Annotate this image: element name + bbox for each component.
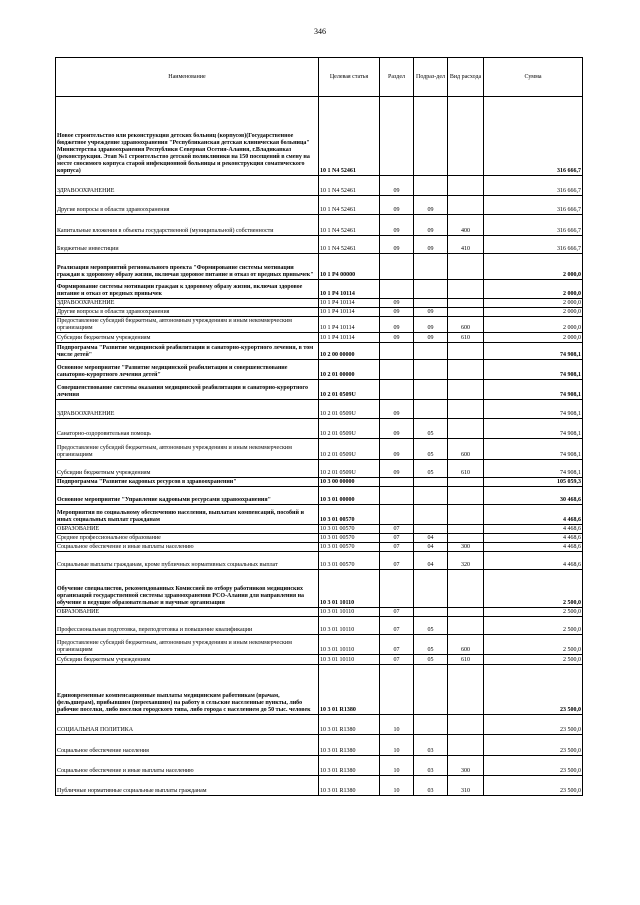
row-kind: 400 <box>448 215 484 236</box>
row-sum: 74 908,1 <box>484 460 583 478</box>
row-code: 10 3 01 00570 <box>319 505 380 525</box>
row-section: 09 <box>380 333 414 343</box>
row-kind: 600 <box>448 317 484 333</box>
table-row <box>56 776 583 796</box>
table-row <box>56 478 583 487</box>
table-row <box>56 196 583 215</box>
row-section <box>380 505 414 525</box>
row-subsection: 05 <box>414 419 448 439</box>
row-section: 09 <box>380 308 414 317</box>
row-code: 10 2 01 0509U <box>319 460 380 478</box>
table-row <box>56 756 583 776</box>
page-number: 346 <box>314 27 326 36</box>
table-row <box>56 534 583 543</box>
row-code: 10 2 01 0509U <box>319 439 380 460</box>
row-kind <box>448 196 484 215</box>
row-subsection <box>414 280 448 299</box>
row-kind <box>448 280 484 299</box>
row-name: Социальное обеспечение и иные выплаты населению <box>56 543 319 552</box>
row-section <box>380 97 414 176</box>
header-name: Наименование <box>56 58 319 97</box>
row-name: ЗДРАВООХРАНЕНИЕ <box>56 176 319 196</box>
row-code: 10 1 P4 00000 <box>319 254 380 280</box>
row-kind <box>448 299 484 308</box>
table-row <box>56 735 583 756</box>
row-subsection <box>414 487 448 505</box>
row-code: 10 3 01 R1380 <box>319 756 380 776</box>
row-name: Мероприятия по социальному обеспечению населения, выплатам компенсаций, пособий и иных социальных выплат гражданам <box>56 505 319 525</box>
row-code: 10 3 01 R1380 <box>319 715 380 735</box>
row-name: Основное мероприятие "Развитие медицинской реабилитации и совершенствование санаторно-курортного лечения детей" <box>56 360 319 380</box>
table-row <box>56 236 583 254</box>
row-code: 10 1 N4 52461 <box>319 176 380 196</box>
row-subsection <box>414 254 448 280</box>
row-kind: 320 <box>448 552 484 570</box>
row-code: 10 3 01 10110 <box>319 635 380 655</box>
row-kind <box>448 525 484 534</box>
row-code: 10 3 01 00570 <box>319 543 380 552</box>
row-subsection: 05 <box>414 617 448 635</box>
row-subsection <box>414 176 448 196</box>
row-code: 10 3 01 10110 <box>319 608 380 617</box>
table-row <box>56 254 583 280</box>
row-subsection: 09 <box>414 215 448 236</box>
header-subsection: Подраз-дел <box>414 58 448 97</box>
row-section: 09 <box>380 299 414 308</box>
row-name: Подпрограмма "Развитие медицинской реабилитации и санаторно-курортного лечения, в том числе детей" <box>56 343 319 360</box>
row-sum: 74 908,1 <box>484 439 583 460</box>
row-kind <box>448 665 484 715</box>
table-row <box>56 635 583 655</box>
table-row <box>56 665 583 715</box>
row-subsection: 05 <box>414 460 448 478</box>
row-kind <box>448 343 484 360</box>
row-section: 10 <box>380 715 414 735</box>
table-row <box>56 608 583 617</box>
row-section <box>380 570 414 608</box>
row-name: Профессиональная подготовка, переподготовка и повышение квалификации <box>56 617 319 635</box>
row-kind <box>448 608 484 617</box>
row-code: 10 2 01 0509U <box>319 380 380 400</box>
table-row <box>56 505 583 525</box>
header-section: Раздел <box>380 58 414 97</box>
table-row <box>56 419 583 439</box>
row-kind <box>448 487 484 505</box>
row-sum: 2 500,0 <box>484 655 583 665</box>
row-section: 07 <box>380 534 414 543</box>
row-sum: 74 908,1 <box>484 419 583 439</box>
row-code: 10 1 P4 10114 <box>319 299 380 308</box>
table-row <box>56 215 583 236</box>
table-row <box>56 570 583 608</box>
table-row <box>56 655 583 665</box>
row-code: 10 3 01 R1380 <box>319 776 380 796</box>
row-sum: 2 500,0 <box>484 570 583 608</box>
row-kind: 410 <box>448 236 484 254</box>
row-sum: 2 500,0 <box>484 608 583 617</box>
row-code: 10 3 01 R1380 <box>319 735 380 756</box>
row-name: Другие вопросы в области здравоохранения <box>56 196 319 215</box>
row-name: Социальные выплаты гражданам, кроме публичных нормативных социальных выплат <box>56 552 319 570</box>
row-sum: 74 908,1 <box>484 380 583 400</box>
table-row <box>56 400 583 419</box>
row-kind <box>448 254 484 280</box>
row-subsection <box>414 505 448 525</box>
row-sum: 23 500,0 <box>484 665 583 715</box>
table-row <box>56 617 583 635</box>
table-row <box>56 308 583 317</box>
row-sum: 23 500,0 <box>484 715 583 735</box>
row-name: Среднее профессиональное образование <box>56 534 319 543</box>
row-sum: 316 666,7 <box>484 176 583 196</box>
row-kind: 300 <box>448 756 484 776</box>
row-section: 10 <box>380 776 414 796</box>
row-name: Бюджетные инвестиции <box>56 236 319 254</box>
row-name: Публичные нормативные социальные выплаты гражданам <box>56 776 319 796</box>
row-name: Субсидии бюджетным учреждениям <box>56 333 319 343</box>
row-section <box>380 487 414 505</box>
row-kind <box>448 360 484 380</box>
table-row <box>56 552 583 570</box>
row-name: Социальное обеспечение и иные выплаты населению <box>56 756 319 776</box>
table-row <box>56 525 583 534</box>
row-subsection <box>414 608 448 617</box>
table-row <box>56 333 583 343</box>
row-code: 10 3 01 10110 <box>319 570 380 608</box>
row-subsection <box>414 299 448 308</box>
row-section: 09 <box>380 317 414 333</box>
row-subsection <box>414 665 448 715</box>
header-sum: Сумма <box>484 58 583 97</box>
row-sum: 23 500,0 <box>484 735 583 756</box>
row-subsection <box>414 343 448 360</box>
row-name: Новое строительство или реконструкция детских больниц (корпусов)(Государственное бюджетное учреждение здравоохранения "Республиканская детская клиническая больница" Министерства здравоохранения Республики Северная Осетия-Алания, г.Владикавказ (реконструкция. Этап №1 строительство детской поликлиники на 150 посещений в смену на месте сносимого корпуса старой инфекционной больницы и реконструкция соматического корпуса) <box>56 97 319 176</box>
row-subsection: 03 <box>414 756 448 776</box>
row-section: 09 <box>380 215 414 236</box>
row-sum: 23 500,0 <box>484 776 583 796</box>
row-name: Совершенствование системы оказания медицинской реабилитации и санаторно-курортного лечения <box>56 380 319 400</box>
row-kind: 610 <box>448 460 484 478</box>
table-row <box>56 343 583 360</box>
row-section: 10 <box>380 756 414 776</box>
row-section: 09 <box>380 419 414 439</box>
row-code: 10 1 N4 52461 <box>319 196 380 215</box>
row-code: 10 1 N4 52461 <box>319 215 380 236</box>
table-row <box>56 280 583 299</box>
table-row <box>56 380 583 400</box>
row-name: ЗДРАВООХРАНЕНИЕ <box>56 400 319 419</box>
header-code: Целевая статья <box>319 58 380 97</box>
row-kind <box>448 97 484 176</box>
row-section: 07 <box>380 525 414 534</box>
row-sum: 4 468,6 <box>484 525 583 534</box>
header-kind: Вид расхода <box>448 58 484 97</box>
row-sum: 2 000,0 <box>484 299 583 308</box>
row-sum: 74 908,1 <box>484 343 583 360</box>
row-name: Подпрограмма "Развитие кадровых ресурсов в здравоохранении" <box>56 478 319 487</box>
row-code: 10 3 01 00570 <box>319 525 380 534</box>
row-sum: 316 666,7 <box>484 215 583 236</box>
row-name: ОБРАЗОВАНИЕ <box>56 525 319 534</box>
row-name: Единовременные компенсационные выплаты медицинским работникам (врачам, фельдшерам), прибывшим (переехавшим) на работу в сельские населенные пункты, либо рабочие поселки, либо поселки городского типа, либо города с населением до 50 тыс. человек <box>56 665 319 715</box>
row-subsection <box>414 400 448 419</box>
table-row <box>56 543 583 552</box>
row-subsection: 09 <box>414 308 448 317</box>
row-sum: 316 666,7 <box>484 196 583 215</box>
row-sum: 2 000,0 <box>484 280 583 299</box>
row-section: 09 <box>380 439 414 460</box>
row-name: Реализация мероприятий регионального проекта "Формирование системы мотивации граждан к здоровому образу жизни, включая здоровое питание и отказ от вредных привычек" <box>56 254 319 280</box>
row-section: 07 <box>380 617 414 635</box>
row-subsection <box>414 478 448 487</box>
row-kind <box>448 735 484 756</box>
row-subsection: 09 <box>414 196 448 215</box>
row-code: 10 1 N4 52461 <box>319 236 380 254</box>
row-section <box>380 478 414 487</box>
row-kind <box>448 308 484 317</box>
row-subsection <box>414 570 448 608</box>
row-section: 09 <box>380 400 414 419</box>
row-subsection: 04 <box>414 552 448 570</box>
row-subsection <box>414 380 448 400</box>
row-sum: 316 666,7 <box>484 97 583 176</box>
table-row <box>56 460 583 478</box>
row-subsection: 09 <box>414 317 448 333</box>
row-kind <box>448 505 484 525</box>
row-kind: 610 <box>448 333 484 343</box>
row-sum: 4 468,6 <box>484 552 583 570</box>
row-sum: 2 500,0 <box>484 635 583 655</box>
row-code: 10 3 01 00570 <box>319 552 380 570</box>
row-subsection: 03 <box>414 776 448 796</box>
row-section: 07 <box>380 608 414 617</box>
row-sum: 105 059,3 <box>484 478 583 487</box>
table-row <box>56 299 583 308</box>
row-code: 10 3 01 10110 <box>319 655 380 665</box>
row-code: 10 2 00 00000 <box>319 343 380 360</box>
row-kind <box>448 617 484 635</box>
row-name: Предоставление субсидий бюджетным, автономным учреждениям и иным некоммерческим организациям <box>56 317 319 333</box>
table-row <box>56 715 583 735</box>
row-code: 10 1 P4 10114 <box>319 317 380 333</box>
row-subsection: 05 <box>414 635 448 655</box>
row-code: 10 1 P4 10114 <box>319 280 380 299</box>
row-code: 10 1 P4 10114 <box>319 308 380 317</box>
row-subsection: 09 <box>414 333 448 343</box>
budget-table <box>55 57 583 796</box>
row-code: 10 3 01 R1380 <box>319 665 380 715</box>
row-subsection: 04 <box>414 534 448 543</box>
table-row <box>56 176 583 196</box>
table-row <box>56 97 583 176</box>
row-sum: 23 500,0 <box>484 756 583 776</box>
row-section <box>380 380 414 400</box>
row-section: 07 <box>380 543 414 552</box>
row-section: 07 <box>380 655 414 665</box>
row-kind <box>448 419 484 439</box>
row-kind: 310 <box>448 776 484 796</box>
row-name: ЗДРАВООХРАНЕНИЕ <box>56 299 319 308</box>
row-sum: 4 468,6 <box>484 543 583 552</box>
row-code: 10 3 01 00570 <box>319 534 380 543</box>
row-kind <box>448 534 484 543</box>
row-kind <box>448 478 484 487</box>
table-body <box>56 97 583 796</box>
row-sum: 2 000,0 <box>484 317 583 333</box>
row-sum: 30 468,6 <box>484 487 583 505</box>
row-section: 09 <box>380 236 414 254</box>
row-section: 10 <box>380 735 414 756</box>
row-sum: 74 908,1 <box>484 400 583 419</box>
row-kind <box>448 380 484 400</box>
row-name: СОЦИАЛЬНАЯ ПОЛИТИКА <box>56 715 319 735</box>
row-name: Предоставление субсидий бюджетным, автономным учреждениям и иным некоммерческим организациям <box>56 635 319 655</box>
row-sum: 74 908,1 <box>484 360 583 380</box>
row-sum: 2 000,0 <box>484 308 583 317</box>
row-name: Субсидии бюджетным учреждениям <box>56 460 319 478</box>
row-section: 09 <box>380 176 414 196</box>
row-section <box>380 254 414 280</box>
row-subsection: 05 <box>414 655 448 665</box>
row-name: Другие вопросы в области здравоохранения <box>56 308 319 317</box>
table-row <box>56 487 583 505</box>
row-sum: 2 000,0 <box>484 333 583 343</box>
row-section <box>380 280 414 299</box>
row-subsection: 09 <box>414 236 448 254</box>
row-kind: 600 <box>448 439 484 460</box>
row-code: 10 2 01 0509U <box>319 419 380 439</box>
row-section: 09 <box>380 460 414 478</box>
row-code: 10 3 01 10110 <box>319 617 380 635</box>
row-section <box>380 343 414 360</box>
row-name: Предоставление субсидий бюджетным, автономным учреждениям и иным некоммерческим организациям <box>56 439 319 460</box>
row-section: 09 <box>380 196 414 215</box>
row-code: 10 3 01 00000 <box>319 487 380 505</box>
row-subsection: 04 <box>414 543 448 552</box>
row-name: Социальное обеспечение населения <box>56 735 319 756</box>
row-kind: 600 <box>448 635 484 655</box>
row-subsection <box>414 715 448 735</box>
row-name: Обучение специалистов, рекомендованных Комиссией по отбору работников медицинских организаций государственной системы здравоохранения РСО-Алания для направления на обучение в ведущие образовательные и научные организации <box>56 570 319 608</box>
row-kind <box>448 570 484 608</box>
row-name: Капитальные вложения в объекты государственной (муниципальной) собственности <box>56 215 319 236</box>
row-name: Субсидии бюджетным учреждениям <box>56 655 319 665</box>
row-kind <box>448 715 484 735</box>
row-name: ОБРАЗОВАНИЕ <box>56 608 319 617</box>
row-name: Основное мероприятие "Управление кадровыми ресурсами здравоохранения" <box>56 487 319 505</box>
row-section: 07 <box>380 635 414 655</box>
table-row <box>56 317 583 333</box>
row-sum: 4 468,6 <box>484 505 583 525</box>
row-kind: 300 <box>448 543 484 552</box>
table-row <box>56 439 583 460</box>
row-name: Санаторно-оздоровительная помощь <box>56 419 319 439</box>
row-subsection <box>414 525 448 534</box>
row-code: 10 1 N4 52461 <box>319 97 380 176</box>
row-code: 10 2 01 00000 <box>319 360 380 380</box>
row-subsection: 05 <box>414 439 448 460</box>
table-header-row <box>56 58 583 97</box>
row-sum: 2 000,0 <box>484 254 583 280</box>
row-sum: 4 468,6 <box>484 534 583 543</box>
row-section <box>380 665 414 715</box>
row-sum: 2 500,0 <box>484 617 583 635</box>
row-code: 10 2 01 0509U <box>319 400 380 419</box>
row-name: Формирование системы мотивации граждан к здоровому образу жизни, включая здоровое питание и отказ от вредных привычек <box>56 280 319 299</box>
row-section <box>380 360 414 380</box>
table-row <box>56 360 583 380</box>
row-kind <box>448 176 484 196</box>
row-section: 07 <box>380 552 414 570</box>
row-kind: 610 <box>448 655 484 665</box>
row-code: 10 3 00 00000 <box>319 478 380 487</box>
row-subsection: 03 <box>414 735 448 756</box>
row-code: 10 1 P4 10114 <box>319 333 380 343</box>
row-subsection <box>414 97 448 176</box>
row-kind <box>448 400 484 419</box>
row-subsection <box>414 360 448 380</box>
row-sum: 316 666,7 <box>484 236 583 254</box>
